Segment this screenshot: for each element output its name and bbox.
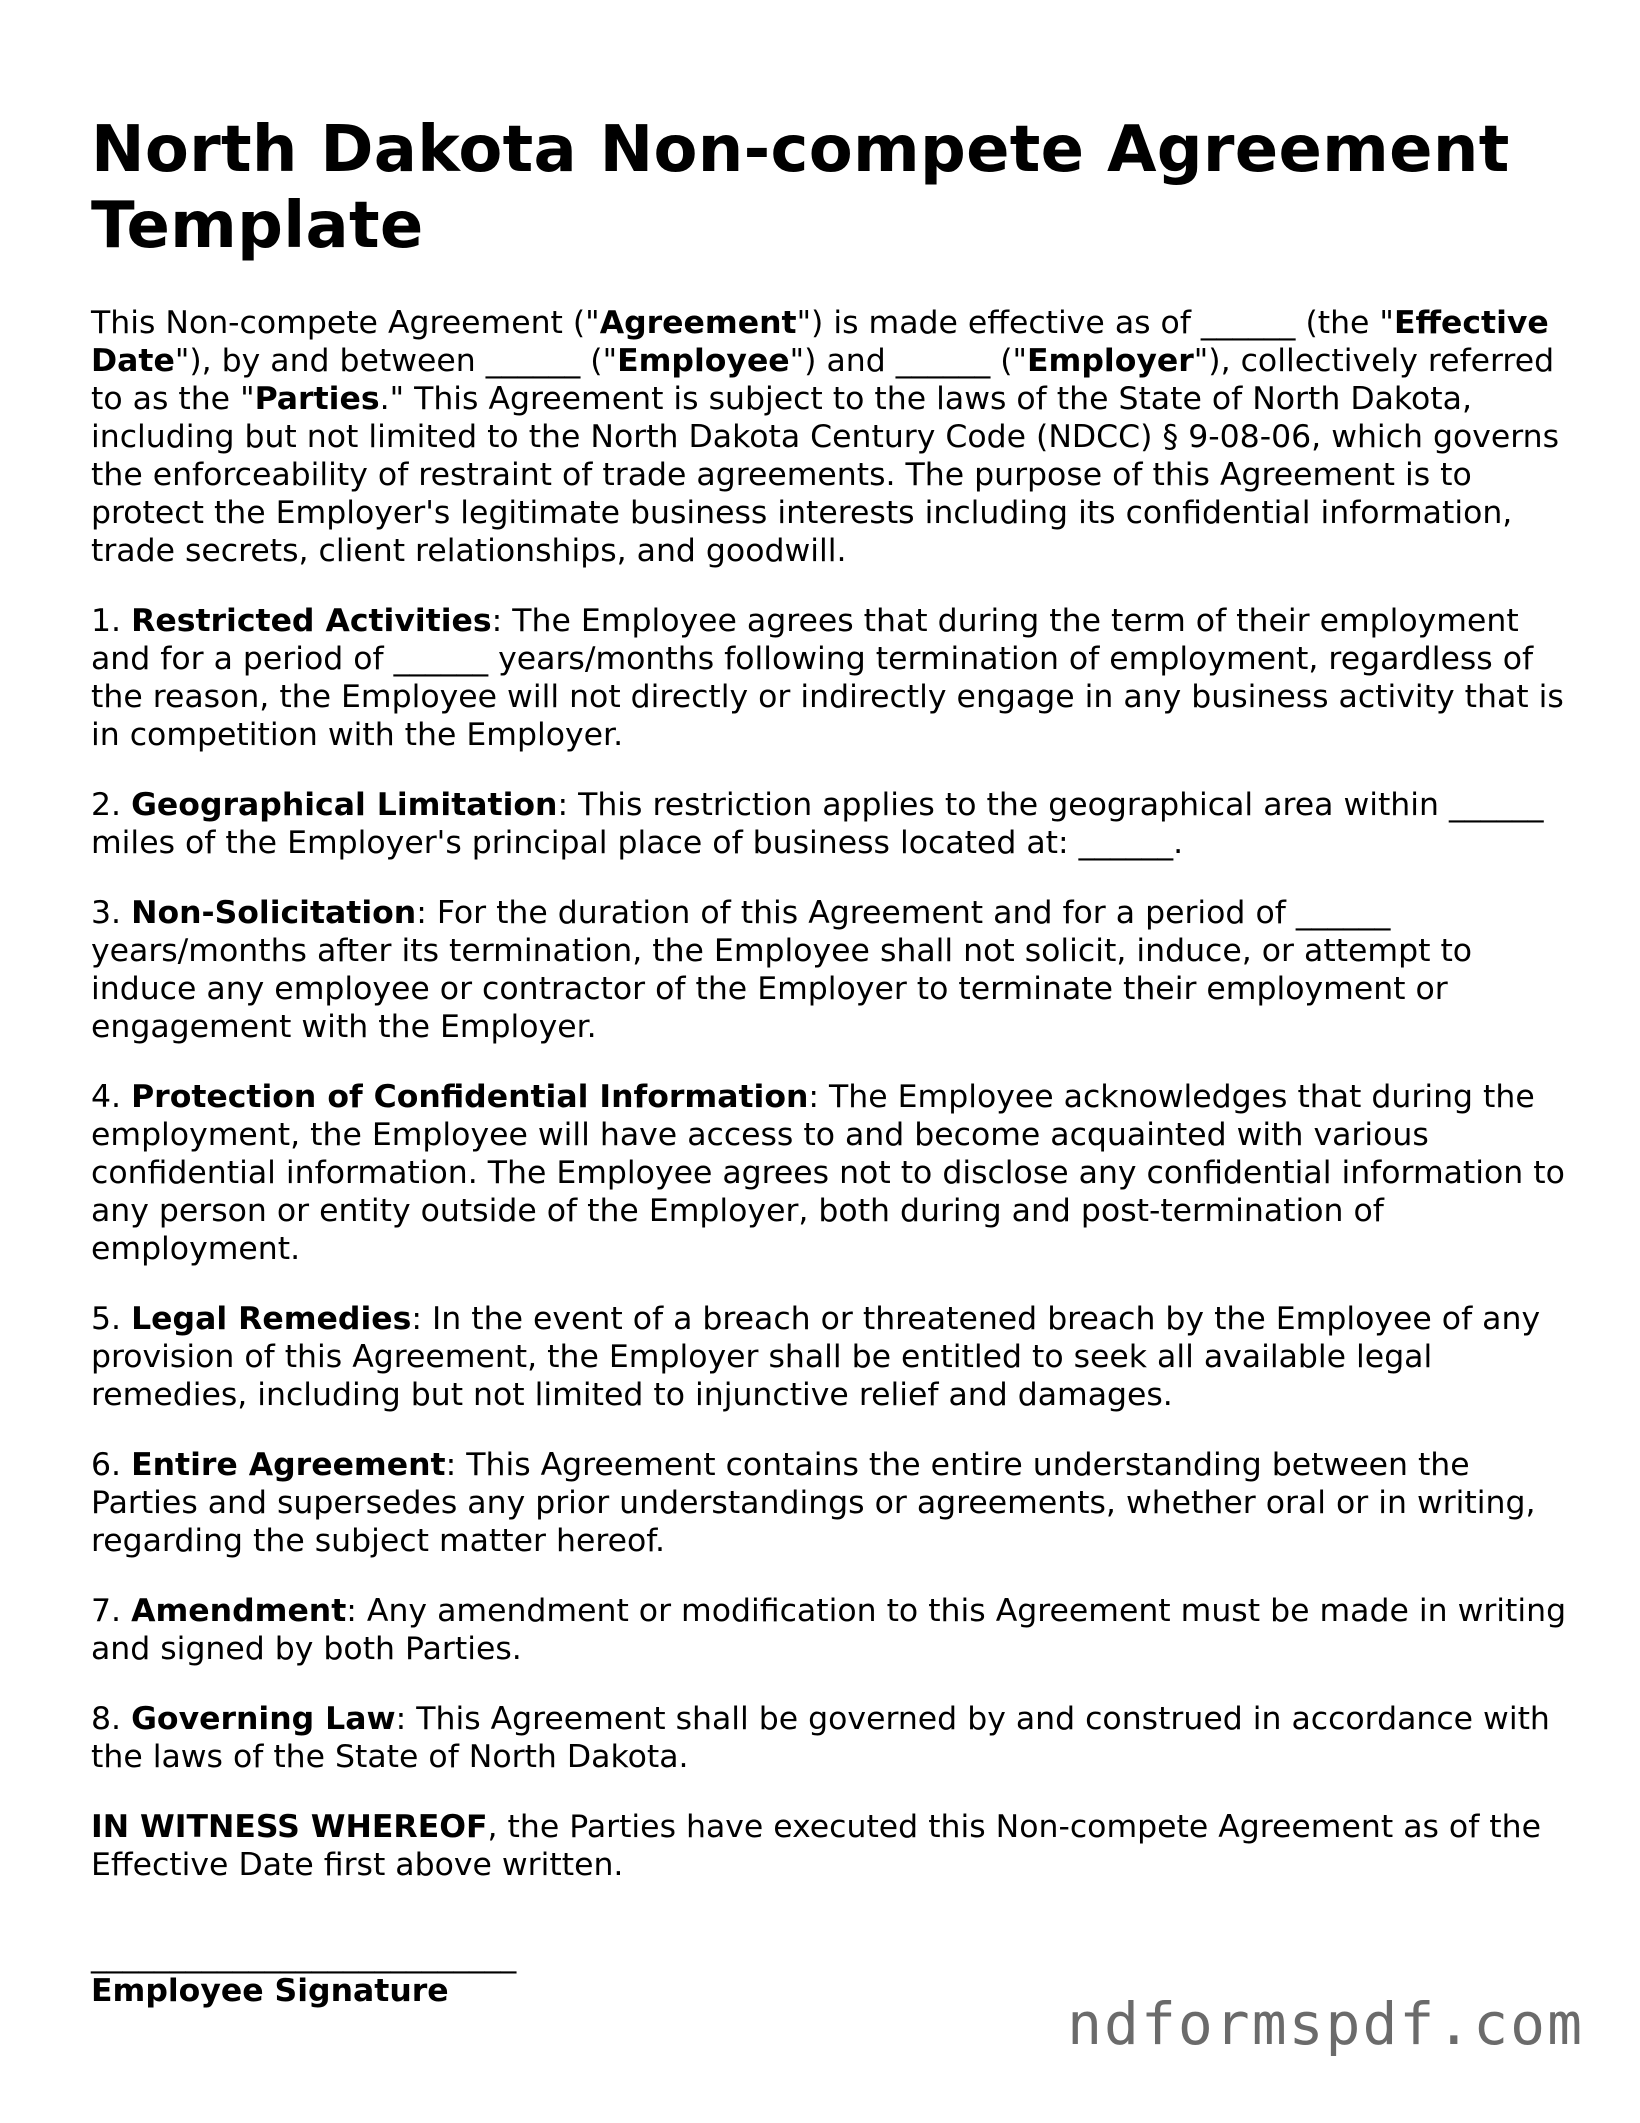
section-heading: Restricted Activities	[131, 603, 492, 639]
section-body: : This Agreement contains the entire understanding between the Parties and supersedes any prior understandings or agreements, whether oral or in writing, regarding the subject matter hereof.	[91, 1447, 1536, 1559]
section-number: 4.	[91, 1079, 132, 1115]
document-page	[91, 112, 1571, 2010]
section-number: 7.	[91, 1593, 132, 1629]
section-entire-agreement	[91, 1446, 1571, 1560]
section-body: : This Agreement shall be governed by and construed in accordance with the laws of the State of North Dakota.	[91, 1701, 1550, 1775]
term-employee: Employee	[617, 343, 790, 379]
intro-text-4: ") and ______ ("	[789, 343, 1028, 379]
section-body: : In the event of a breach or threatened breach by the Employee of any provision of this Agreement, the Employer shall be entitled to seek all available legal remedies, including but not limited to injunctive relief and damages.	[91, 1301, 1541, 1413]
intro-text-2: ") is made effective as of ______ (the "	[796, 305, 1394, 341]
section-governing-law	[91, 1700, 1571, 1776]
section-geographical-limitation	[91, 786, 1571, 862]
section-heading: Protection of Confidential Information	[131, 1079, 809, 1115]
section-number: 1.	[91, 603, 132, 639]
term-employer: Employer	[1027, 343, 1194, 379]
section-heading: Amendment	[131, 1593, 347, 1629]
section-number: 3.	[91, 895, 132, 931]
section-amendment	[91, 1592, 1571, 1668]
term-effective-date: Effective Date	[91, 305, 1549, 379]
section-heading: Legal Remedies	[131, 1301, 412, 1337]
section-body: : The Employee agrees that during the term of their employment and for a period of ______ years/months following termination of employment, regardless of the reason, the Employee will not directly or indirectly engage in any business activity that is in competition with the Employer.	[91, 603, 1564, 753]
term-agreement: Agreement	[599, 305, 797, 341]
section-number: 6.	[91, 1447, 132, 1483]
section-body: : Any amendment or modification to this Agreement must be made in writing and signed by both Parties.	[91, 1593, 1567, 1667]
section-restricted-activities	[91, 602, 1571, 754]
intro-text-1: This Non-compete Agreement ("	[91, 305, 600, 341]
section-heading: Governing Law	[131, 1701, 396, 1737]
intro-text-3: "), by and between ______ ("	[174, 343, 618, 379]
section-body: : For the duration of this Agreement and for a period of ______ years/months after its termination, the Employee shall not solicit, induce, or attempt to induce any employee or contractor of the Employer to terminate their employment or engagement with the Employer.	[91, 895, 1473, 1045]
section-body: : The Employee acknowledges that during the employment, the Employee will have access to and become acquainted with various confidential information. The Employee agrees not to disclose any confidential information to any person or entity outside of the Employer, both during and post-termination of employment.	[91, 1079, 1565, 1267]
section-confidential-information	[91, 1078, 1571, 1268]
witness-paragraph	[91, 1808, 1571, 1884]
document-title: North Dakota Non-compete Agreement Template	[91, 113, 1510, 263]
witness-body: , the Parties have executed this Non-compete Agreement as of the Effective Date first above written.	[91, 1809, 1541, 1883]
intro-text-5: "), collectively referred to as the "	[91, 343, 1555, 417]
section-legal-remedies	[91, 1300, 1571, 1414]
section-number: 8.	[91, 1701, 132, 1737]
section-body: : This restriction applies to the geographical area within ______ miles of the Employer's principal place of business located at: ______.	[91, 787, 1544, 861]
section-heading: Non-Solicitation	[131, 895, 417, 931]
signature-label: Employee Signature	[91, 1973, 449, 2009]
witness-heading: IN WITNESS WHEREOF	[91, 1809, 488, 1845]
section-heading: Entire Agreement	[131, 1447, 446, 1483]
section-heading: Geographical Limitation	[131, 787, 558, 823]
section-non-solicitation	[91, 894, 1571, 1046]
intro-text-6: ." This Agreement is subject to the laws of the State of North Dakota, including but not limited to the North Dakota Century Code (NDCC) § 9-08-06, which governs the enforceability of restraint of trade agreements. The purpose of this Agreement is to protect the Employer's legitimate business interests including its confidential information, trade secrets, client relationships, and goodwill.	[91, 381, 1560, 569]
intro-paragraph	[91, 304, 1571, 570]
site-watermark: ndformspdf.com	[1067, 1990, 1584, 2058]
section-number: 5.	[91, 1301, 132, 1337]
section-number: 2.	[91, 787, 132, 823]
term-parties: Parties	[254, 381, 380, 417]
signature-line: ___________________________	[91, 1938, 517, 1974]
